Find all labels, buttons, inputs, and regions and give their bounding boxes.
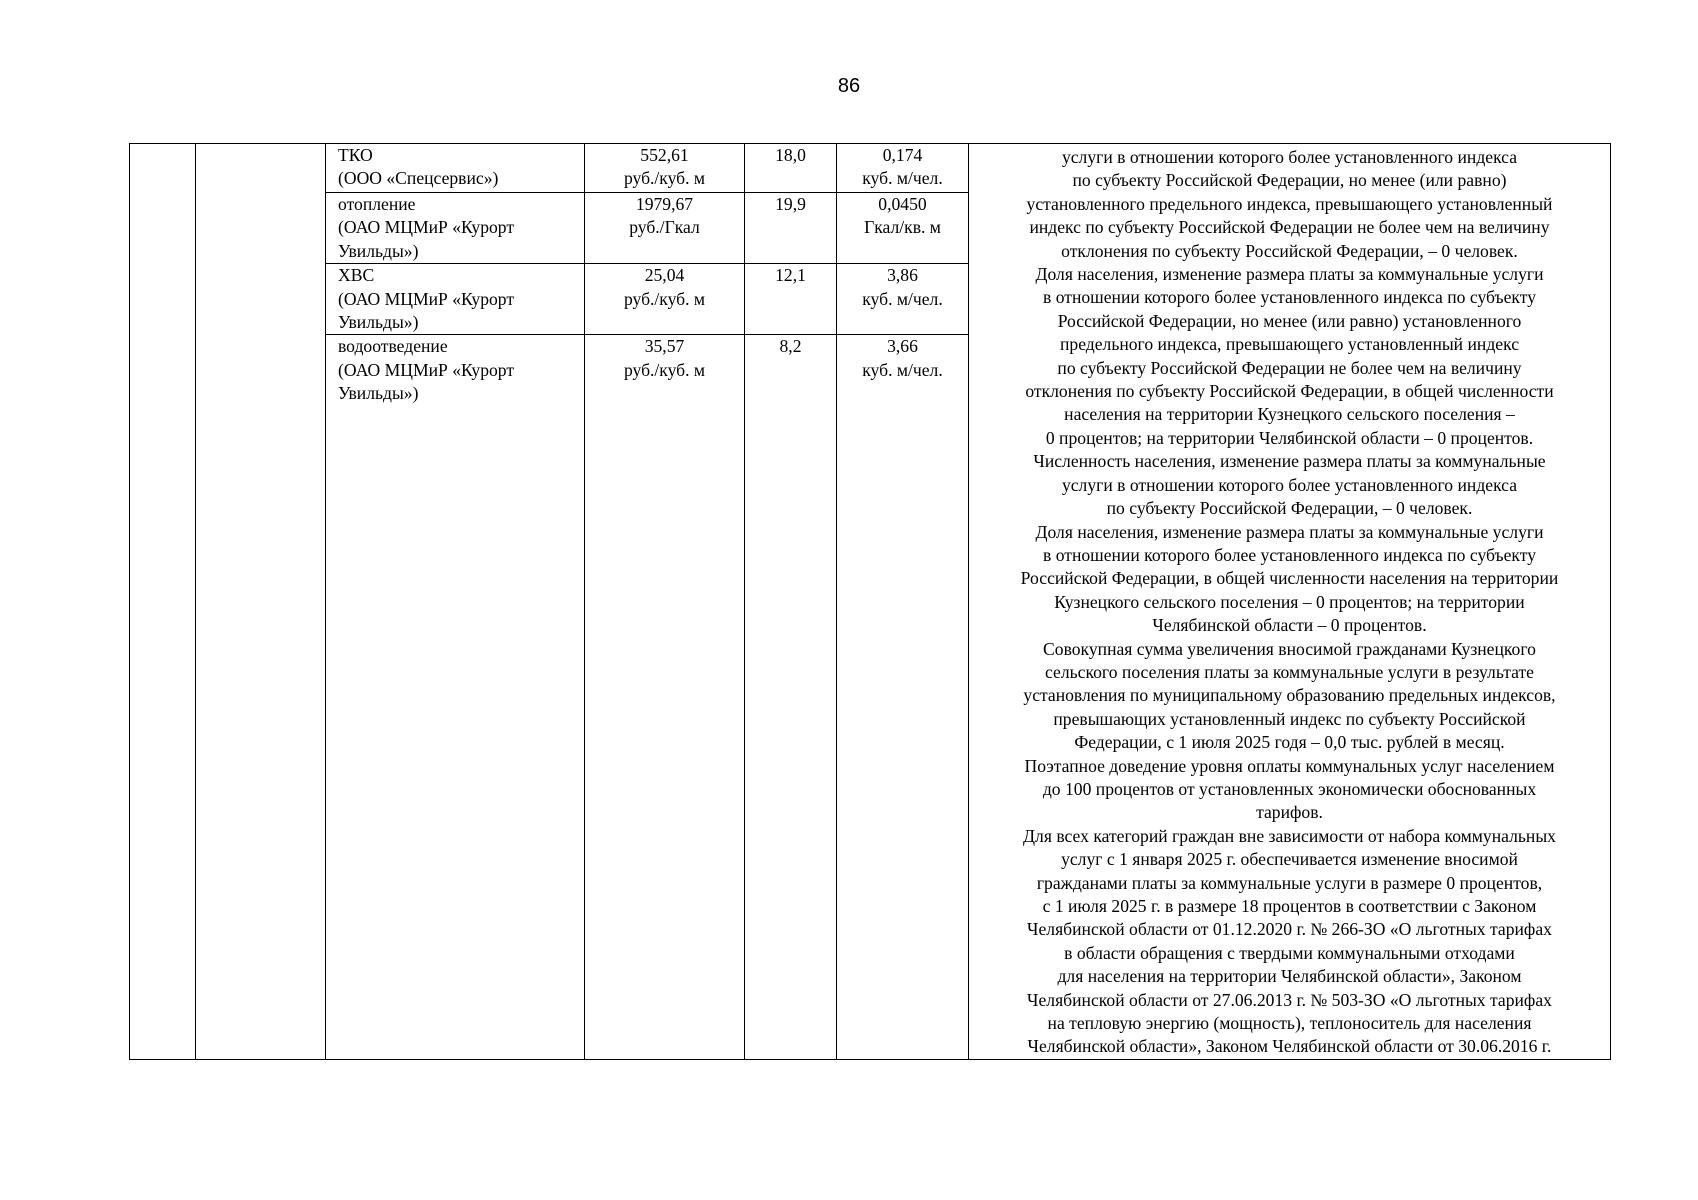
index-cell xyxy=(745,264,837,335)
description-line: в области обращения с твердыми коммунальными отходами xyxy=(1064,942,1515,963)
norm-cell xyxy=(837,193,969,264)
description-line: установленного предельного индекса, превышающего установленный xyxy=(1026,193,1553,214)
service-cell xyxy=(326,335,585,1059)
description-line: на тепловую энергию (мощность), теплоноситель для населения xyxy=(1047,1013,1532,1034)
tariff-value: 1979,67 руб./Гкал xyxy=(629,194,700,238)
description-line: по субъекту Российской Федерации, – 0 человек. xyxy=(1106,498,1473,519)
tariff-cell xyxy=(585,144,745,193)
norm-cell xyxy=(837,335,969,1059)
index-value: 8,2 xyxy=(779,336,802,357)
index-cell xyxy=(745,144,837,193)
service-name: водоотведение (ОАО МЦМиР «Курорт Увильды») xyxy=(338,336,515,404)
page-number: 86 xyxy=(837,75,861,97)
index-cell xyxy=(745,335,837,1059)
description-line: Федерации, с 1 июля 2025 годя – 0,0 тыс. рублей в месяц. xyxy=(1074,732,1505,753)
tariff-cell xyxy=(585,193,745,264)
norm-value: 3,86 куб. м/чел. xyxy=(862,265,943,309)
empty-cell-col2 xyxy=(196,144,326,1060)
description-line: 0 процентов; на территории Челябинской области – 0 процентов. xyxy=(1045,427,1534,448)
norm-value: 0,174 куб. м/чел. xyxy=(862,145,943,189)
description-line: отклонения по субъекту Российской Федерации, – 0 человек. xyxy=(1061,240,1518,261)
description-line: для населения на территории Челябинской области», Законом xyxy=(1057,966,1522,987)
description-line: Российской Федерации, в общей численности населения на территории xyxy=(1020,568,1559,589)
description-line: Челябинской области», Законом Челябинской области от 30.06.2016 г. xyxy=(1027,1036,1552,1057)
table-row xyxy=(130,144,1611,193)
index-value: 18,0 xyxy=(775,145,806,165)
description-line: по субъекту Российской Федерации не более чем на величину xyxy=(1057,357,1522,378)
description-line: услуги в отношении которого более установленного индекса xyxy=(1061,147,1518,167)
tariff-value: 552,61 руб./куб. м xyxy=(623,145,706,189)
norm-value: 3,66 куб. м/чел. xyxy=(862,336,943,380)
tariff-cell xyxy=(585,335,745,1059)
description-line: Для всех категорий граждан вне зависимости от набора коммунальных xyxy=(1023,825,1556,846)
empty-cell-col1 xyxy=(130,144,196,1060)
description-line: Челябинской области – 0 процентов. xyxy=(1152,615,1427,636)
description-line: Доля населения, изменение размера платы за коммунальные услуги xyxy=(1035,264,1544,285)
description-line: по субъекту Российской Федерации, но менее (или равно) xyxy=(1072,170,1507,191)
description-line: Численность населения, изменение размера платы за коммунальные xyxy=(1033,451,1546,472)
index-value: 19,9 xyxy=(775,194,806,214)
description-cell xyxy=(969,144,1611,1060)
index-value: 12,1 xyxy=(775,265,806,286)
norm-cell xyxy=(837,144,969,193)
description-line: в отношении которого более установленного индекса по субъекту xyxy=(1043,287,1536,308)
description-line: индекс по субъекту Российской Федерации не более чем на величину xyxy=(1029,217,1550,238)
tariff-table xyxy=(129,143,1611,1060)
description-line: отклонения по субъекту Российской Федерации, в общей численности xyxy=(1025,381,1554,402)
description-line: превышающих установленный индекс по субъекту Российской xyxy=(1053,708,1526,729)
description-line: Челябинской области от 01.12.2020 г. № 266-ЗО «О льготных тарифах xyxy=(1027,919,1552,940)
tariff-value: 35,57 руб./куб. м xyxy=(623,336,706,380)
description-line: гражданами платы за коммунальные услуги в размере 0 процентов, xyxy=(1036,872,1543,893)
description-line: установления по муниципальному образованию предельных индексов, xyxy=(1023,685,1556,706)
description-line: услуги в отношении которого более установленного индекса xyxy=(1061,474,1518,495)
service-name: ТКО (ООО «Спецсервис») xyxy=(338,145,499,189)
norm-cell xyxy=(837,264,969,335)
description-line: населения на территории Кузнецкого сельского поселения – xyxy=(1064,404,1515,425)
description-line: в отношении которого более установленного индекса по субъекту xyxy=(1043,544,1536,565)
description-line: с 1 июля 2025 г. в размере 18 процентов в соответствии с Законом xyxy=(1042,896,1537,916)
norm-value: 0,0450 Гкал/кв. м xyxy=(864,194,941,238)
tariff-value: 25,04 руб./куб. м xyxy=(623,265,706,309)
index-cell xyxy=(745,193,837,264)
description-line: Кузнецкого сельского поселения – 0 процентов; на территории xyxy=(1054,591,1525,612)
description-line: Челябинской области от 27.06.2013 г. № 503-ЗО «О льготных тарифах xyxy=(1027,989,1552,1010)
tariff-cell xyxy=(585,264,745,335)
description-line: Доля населения, изменение размера платы за коммунальные услуги xyxy=(1035,521,1544,542)
description-line: сельского поселения платы за коммунальные услуги в результате xyxy=(1045,661,1534,682)
description-line: услуг с 1 января 2025 г. обеспечивается изменение вносимой xyxy=(1061,849,1518,870)
service-name: отопление (ОАО МЦМиР «Курорт Увильды») xyxy=(338,194,515,261)
service-cell xyxy=(326,144,585,193)
description-line: Совокупная сумма увеличения вносимой гражданами Кузнецкого xyxy=(1043,638,1536,659)
description-line: предельного индекса, превышающего установленный индекс xyxy=(1059,334,1520,355)
description-line: Российской Федерации, но менее (или равно) установленного xyxy=(1057,310,1522,331)
service-cell xyxy=(326,264,585,335)
description-line: до 100 процентов от установленных экономически обоснованных xyxy=(1042,778,1537,799)
service-cell xyxy=(326,193,585,264)
service-name: ХВС (ОАО МЦМиР «Курорт Увильды») xyxy=(338,265,515,333)
description-line: Поэтапное доведение уровня оплаты коммунальных услуг населением xyxy=(1024,755,1555,776)
description-line: тарифов. xyxy=(1256,802,1323,823)
description-text xyxy=(969,144,1610,1059)
